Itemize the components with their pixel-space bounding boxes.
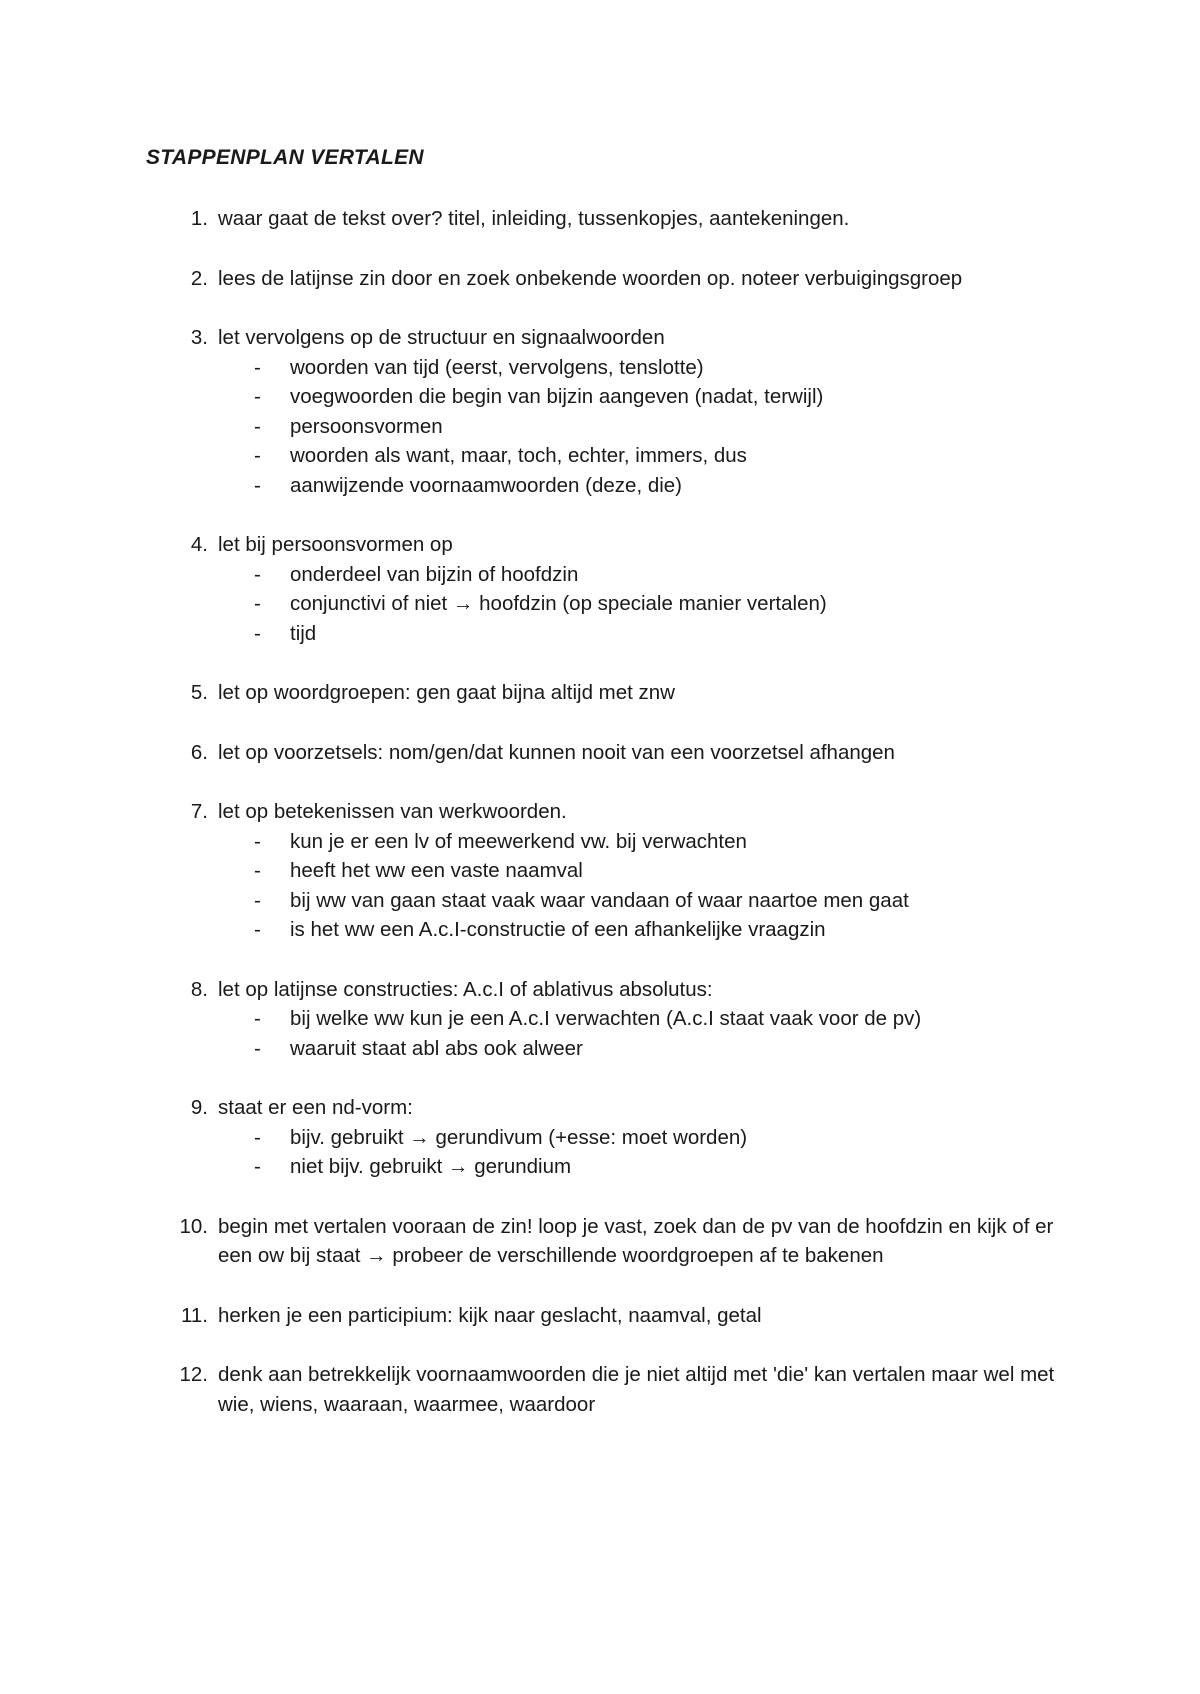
subitem-text: bijv. gebruikt → gerundivum (+esse: moet worden): [290, 1125, 748, 1149]
step-text: begin met vertalen vooraan de zin! loop je vast, zoek dan de pv van de hoofdzin en kijk of er een ow bij staat → probeer de verschillende woordgroepen af te bakenen: [218, 1214, 1054, 1267]
dash-bullet: [146, 915, 290, 945]
subitem-text: waaruit staat abl abs ook alweer: [290, 1036, 583, 1060]
step-item: [146, 797, 1076, 945]
subitem: [146, 1123, 1076, 1153]
subitem: [146, 471, 1076, 501]
dash-glyph: -: [254, 562, 261, 586]
dash-glyph: -: [254, 473, 261, 497]
dash-glyph: -: [254, 1125, 261, 1149]
dash-bullet: [146, 886, 290, 916]
subitem: [146, 886, 1076, 916]
step-line: [146, 264, 1076, 294]
step-item: [146, 1360, 1076, 1419]
subitem: [146, 353, 1076, 383]
subitem: [146, 827, 1076, 857]
dash-bullet: [146, 1004, 290, 1034]
step-number: 5.: [190, 681, 208, 704]
step-text: let op woordgroepen: gen gaat bijna altijd met znw: [218, 681, 675, 704]
step-number: 12.: [179, 1363, 208, 1386]
step-item: [146, 1212, 1076, 1271]
step-item: [146, 204, 1076, 234]
step-text: let op betekenissen van werkwoorden.: [218, 800, 567, 823]
dash-bullet: [146, 1123, 290, 1153]
step-text: herken je een participium: kijk naar geslacht, naamval, getal: [218, 1303, 762, 1327]
subitem-text: voegwoorden die begin van bijzin aangeven (nadat, terwijl): [290, 385, 824, 408]
step-number: 6.: [190, 740, 208, 764]
subitem: [146, 856, 1076, 886]
step-number: 7.: [190, 800, 208, 823]
step-item: [146, 738, 1076, 768]
dash-glyph: -: [254, 355, 261, 379]
subitem-list: [146, 560, 1076, 649]
dash-bullet: [146, 856, 290, 886]
dash-bullet: [146, 1152, 290, 1182]
dash-glyph: -: [254, 385, 261, 408]
dash-glyph: -: [254, 592, 261, 615]
step-text: staat er een nd-vorm:: [218, 1096, 413, 1119]
document-title: STAPPENPLAN VERTALEN: [146, 146, 424, 169]
subitem: [146, 412, 1076, 442]
dash-bullet: [146, 471, 290, 501]
step-text: waar gaat de tekst over? titel, inleiding, tussenkopjes, aantekeningen.: [218, 207, 850, 230]
step-item: [146, 975, 1076, 1064]
subitem: [146, 619, 1076, 649]
subitem-text: kun je er een lv of meewerkend vw. bij verwachten: [290, 829, 747, 853]
dash-bullet: [146, 441, 290, 471]
subitem-text: conjunctivi of niet → hoofdzin (op speciale manier vertalen): [290, 592, 827, 615]
dash-glyph: -: [254, 918, 261, 941]
subitem-text: woorden als want, maar, toch, echter, immers, dus: [290, 444, 747, 467]
step-number: 1.: [190, 207, 208, 230]
subitem-text: aanwijzende voornaamwoorden (deze, die): [290, 473, 683, 497]
step-text: denk aan betrekkelijk voornaamwoorden die je niet altijd met 'die' kan vertalen maar wel met wie, wiens, waaraan, waarmee, waardoor: [218, 1363, 1055, 1416]
subitem-text: is het ww een A.c.I-constructie of een afhankelijke vraagzin: [290, 918, 826, 941]
step-number: 3.: [190, 326, 208, 349]
step-item: [146, 264, 1076, 294]
step-line: [146, 1212, 1076, 1271]
dash-glyph: -: [254, 414, 261, 438]
subitem: [146, 915, 1076, 945]
dash-glyph: -: [254, 1036, 261, 1060]
step-line: [146, 1093, 1076, 1123]
step-line: [146, 323, 1076, 353]
step-line: [146, 678, 1076, 708]
steps-list: [146, 204, 1076, 1449]
step-line: [146, 738, 1076, 768]
dash-glyph: -: [254, 621, 261, 645]
dash-bullet: [146, 412, 290, 442]
subitem-list: [146, 1004, 1076, 1063]
step-line: [146, 975, 1076, 1005]
step-text: let op voorzetsels: nom/gen/dat kunnen nooit van een voorzetsel afhangen: [218, 740, 895, 764]
step-line: [146, 204, 1076, 234]
subitem-text: woorden van tijd (eerst, vervolgens, tenslotte): [290, 355, 704, 379]
dash-bullet: [146, 827, 290, 857]
step-number: 4.: [190, 533, 208, 556]
subitem: [146, 441, 1076, 471]
dash-bullet: [146, 589, 290, 619]
step-item: [146, 530, 1076, 648]
subitem-text: bij welke ww kun je een A.c.I verwachten (A.c.I staat vaak voor de pv): [290, 1007, 922, 1030]
dash-bullet: [146, 560, 290, 590]
dash-glyph: -: [254, 888, 261, 912]
step-item: [146, 1301, 1076, 1331]
step-item: [146, 678, 1076, 708]
dash-glyph: -: [254, 829, 261, 853]
subitem-list: [146, 827, 1076, 945]
step-text: lees de latijnse zin door en zoek onbekende woorden op. noteer verbuigingsgroep: [218, 266, 963, 290]
step-line: [146, 1360, 1076, 1419]
subitem-text: persoonsvormen: [290, 414, 443, 438]
step-text: let op latijnse constructies: A.c.I of ablativus absolutus:: [218, 977, 713, 1001]
subitem-list: [146, 353, 1076, 501]
subitem: [146, 1034, 1076, 1064]
dash-bullet: [146, 1034, 290, 1064]
dash-bullet: [146, 353, 290, 383]
subitem: [146, 560, 1076, 590]
dash-glyph: -: [254, 1007, 261, 1030]
subitem-text: tijd: [290, 621, 317, 645]
subitem-text: niet bijv. gebruikt → gerundium: [290, 1155, 572, 1178]
subitem-text: heeft het ww een vaste naamval: [290, 859, 583, 882]
subitem: [146, 589, 1076, 619]
step-text: let bij persoonsvormen op: [218, 533, 453, 556]
step-number: 11.: [181, 1303, 208, 1327]
step-line: [146, 797, 1076, 827]
step-number: 8.: [190, 977, 208, 1001]
dash-bullet: [146, 382, 290, 412]
subitem-text: onderdeel van bijzin of hoofdzin: [290, 562, 579, 586]
subitem: [146, 382, 1076, 412]
step-line: [146, 530, 1076, 560]
step-number: 10.: [179, 1214, 208, 1238]
dash-glyph: -: [254, 859, 261, 882]
subitem: [146, 1004, 1076, 1034]
step-item: [146, 323, 1076, 500]
subitem-list: [146, 1123, 1076, 1182]
dash-glyph: -: [254, 444, 261, 467]
step-number: 9.: [190, 1096, 208, 1119]
subitem: [146, 1152, 1076, 1182]
step-line: [146, 1301, 1076, 1331]
dash-glyph: -: [254, 1155, 261, 1178]
subitem-text: bij ww van gaan staat vaak waar vandaan of waar naartoe men gaat: [290, 888, 909, 912]
dash-bullet: [146, 619, 290, 649]
step-text: let vervolgens op de structuur en signaalwoorden: [218, 326, 665, 349]
step-item: [146, 1093, 1076, 1182]
step-number: 2.: [190, 266, 208, 290]
